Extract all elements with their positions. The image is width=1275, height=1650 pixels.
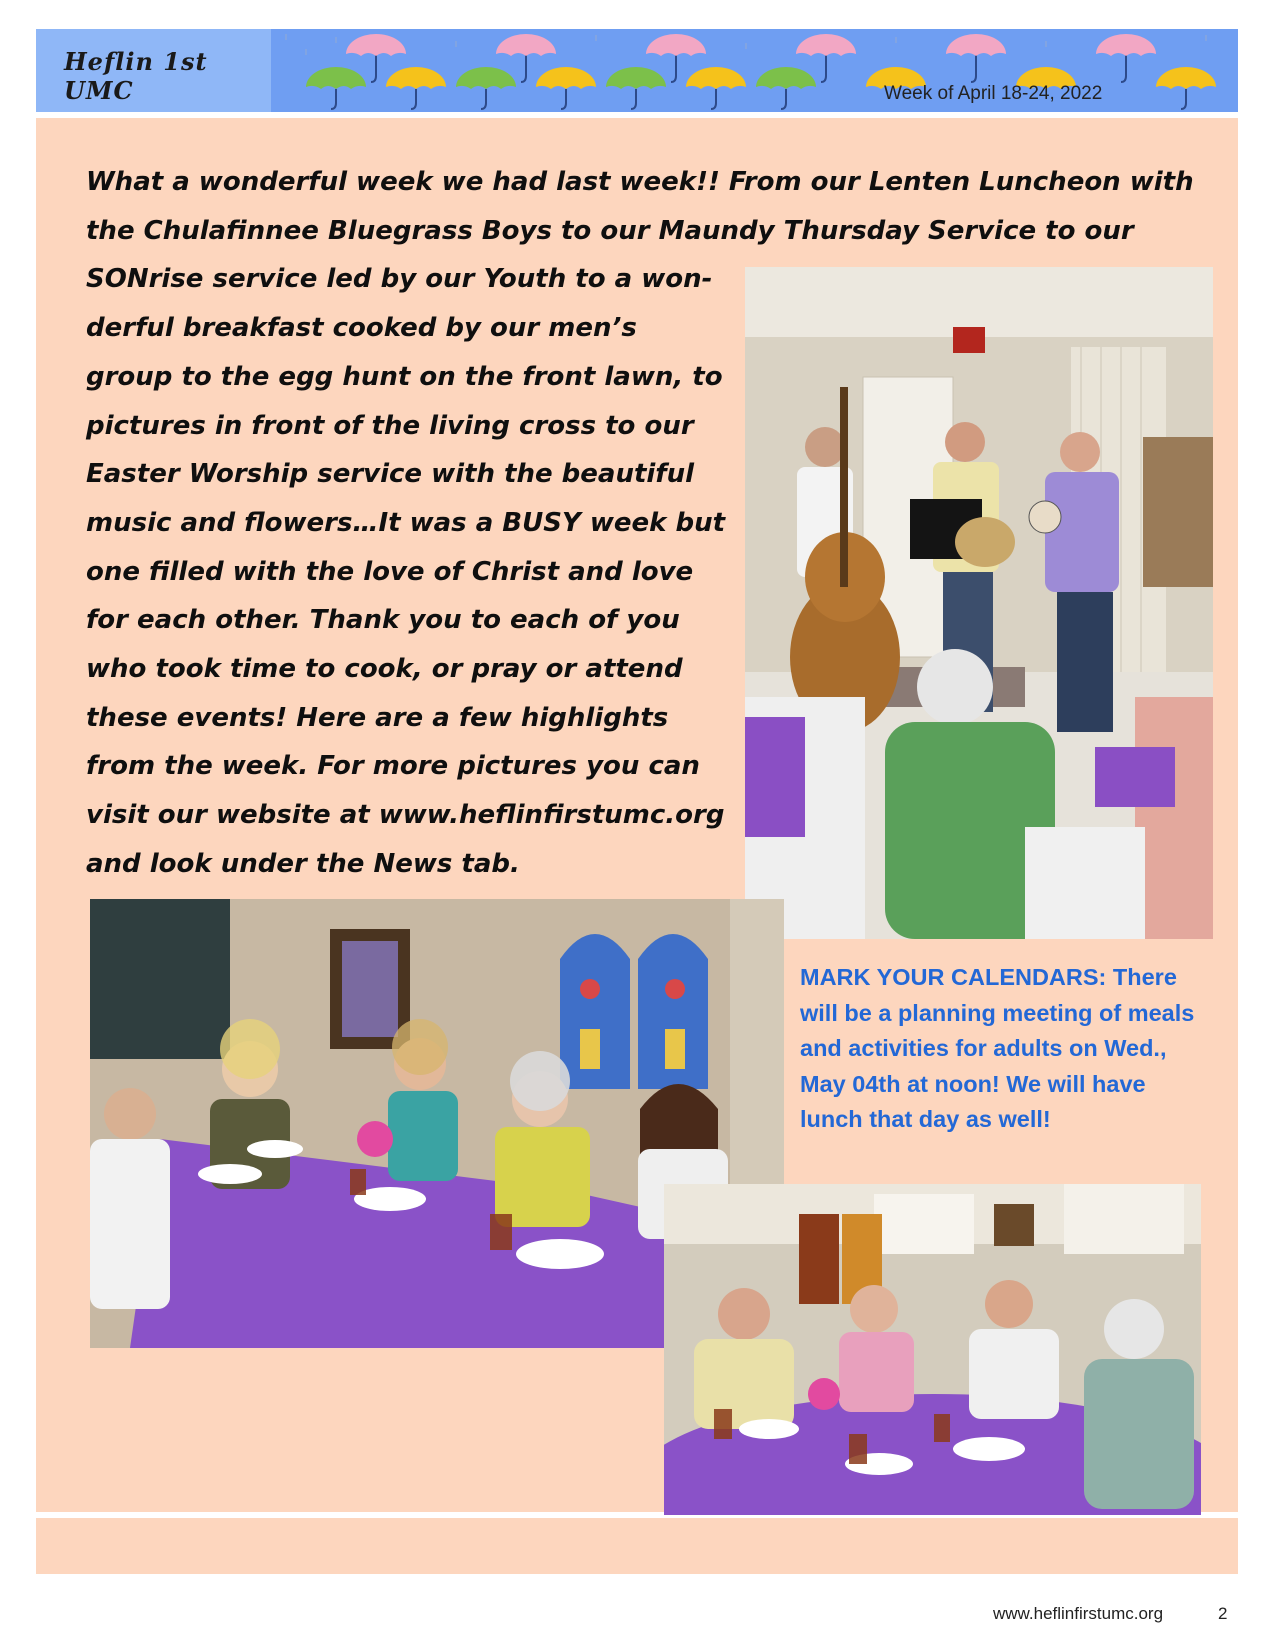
intro-line: and look under the News tab.	[86, 848, 520, 879]
footer-url[interactable]: www.heflinfirstumc.org	[993, 1604, 1164, 1623]
week-label: Week of April 18-24, 2022	[884, 83, 1103, 104]
intro-line: SONrise service led by our Youth to a won-	[86, 264, 713, 295]
intro-line: pictures in front of the living cross to our	[86, 410, 694, 441]
title-box	[36, 29, 271, 112]
intro-line: for each other. Thank you to each of you	[86, 605, 680, 636]
header-banner	[36, 29, 1238, 112]
fellowship-lunch-photo	[664, 1184, 1201, 1515]
footer-band	[36, 1518, 1238, 1574]
newsletter-title: Heflin 1st UMC	[64, 47, 208, 105]
calendar-callout: MARK YOUR CALENDARS: There will be a planning meeting of meals and activities for adults on Wed., May 04th at noon! We will have lunch that day as well!	[800, 964, 1195, 1132]
intro-line: group to the egg hunt on the front lawn, to	[86, 361, 723, 392]
intro-line: music and flowers…It was a BUSY week but	[86, 507, 726, 538]
intro-line: visit our website at www.heflinfirstumc.org	[86, 800, 725, 831]
bluegrass-band-photo	[745, 267, 1213, 939]
intro-line: derful breakfast cooked by our men’s	[86, 313, 637, 344]
intro-line: one filled with the love of Christ and love	[86, 556, 694, 587]
intro-line: these events! Here are a few highlights	[86, 702, 669, 733]
intro-line: the Chulafinnee Bluegrass Boys to our Maundy Thursday Service to our	[86, 215, 1134, 246]
intro-line: from the week. For more pictures you can	[86, 751, 700, 782]
intro-line: Easter Worship service with the beautiful	[86, 459, 695, 490]
intro-line: who took time to cook, or pray or attend	[86, 654, 683, 685]
page-number: 2	[1218, 1604, 1228, 1623]
intro-line: What a wonderful week we had last week!! From our Lenten Luncheon with	[86, 167, 1194, 197]
